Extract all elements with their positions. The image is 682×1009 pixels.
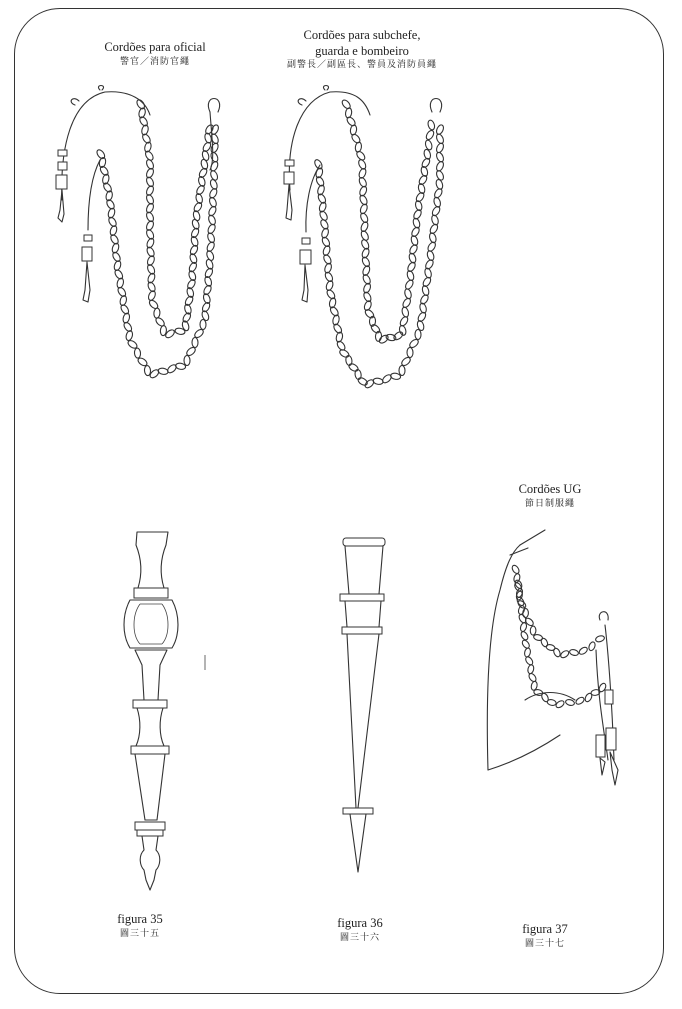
- figure-37-drawing: [487, 530, 618, 785]
- officer-cord-braid: [95, 98, 219, 379]
- caption-ug-pt: Cordões UG: [518, 482, 582, 496]
- figure-37-braid: [511, 564, 607, 709]
- subchief-cord-braid: [313, 99, 445, 390]
- figure-36-label: figura 36: [337, 916, 383, 930]
- figure-35-drawing: [124, 532, 205, 890]
- figure-35-zh: 圖三十五: [119, 927, 160, 938]
- caption-subchief-pt-1: Cordões para subchefe,: [303, 28, 421, 42]
- caption-officer-zh: 警官／消防官繩: [119, 55, 190, 66]
- figure-36-zh: 圖三十六: [339, 931, 380, 942]
- caption-subchief-pt-2: guarda e bombeiro: [315, 43, 409, 58]
- caption-ug-zh: 節日制服繩: [524, 497, 575, 508]
- figure-37-zh: 圖三十七: [524, 937, 565, 948]
- caption-subchief-zh: 副警長／副區長、警員及消防員繩: [286, 59, 437, 70]
- subchief-cord-drawing: [284, 86, 442, 303]
- figure-37-label: figura 37: [522, 922, 568, 936]
- figure-36-drawing: [340, 538, 385, 872]
- caption-officer-pt: Cordões para oficial: [104, 40, 206, 54]
- figure-35-label: figura 35: [117, 912, 163, 926]
